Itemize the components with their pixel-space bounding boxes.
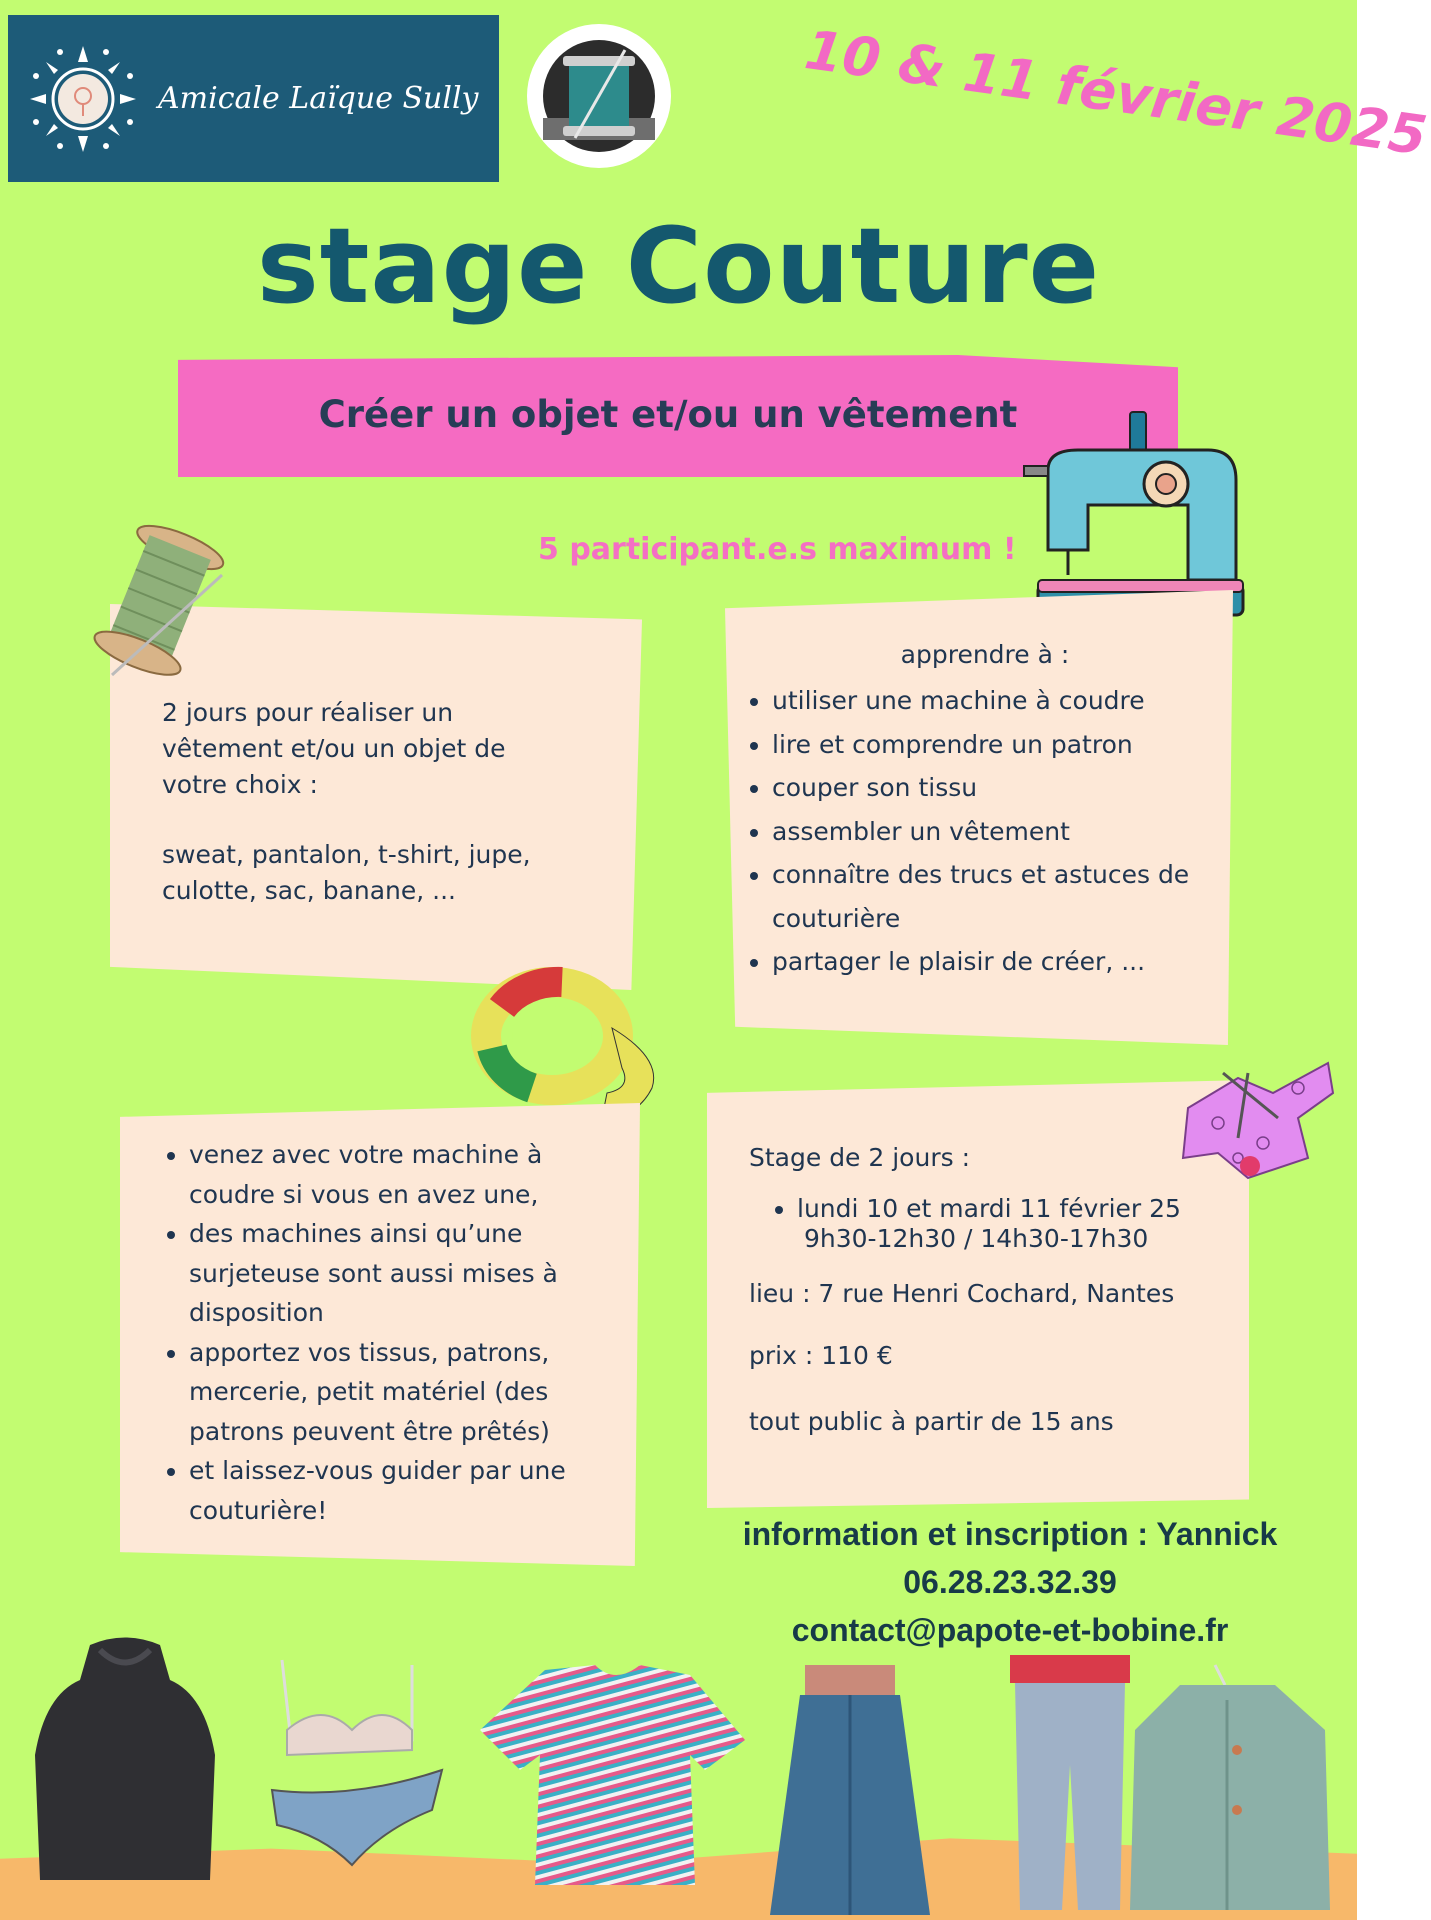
denim-skirt-photo	[760, 1665, 940, 1915]
practical-item: • des machines ainsi qu’une surjeteuse sont aussi mises à disposition	[189, 1214, 602, 1333]
sun-icon	[28, 44, 138, 154]
thread-spool-logo-icon	[525, 20, 673, 172]
fabric-scissors-icon	[1178, 1048, 1338, 1183]
card-overview-text	[162, 695, 612, 909]
jacket-photo	[1125, 1660, 1335, 1915]
banner-text: Créer un objet et/ou un vêtement	[318, 393, 1018, 436]
schedule-day: lundi 10 et mardi 11 février 25	[797, 1194, 1181, 1223]
schedule-time: 9h30-12h30 / 14h30-17h30	[804, 1224, 1149, 1253]
learn-item: • utiliser une machine à coudre	[772, 679, 1225, 723]
overview-line: 2 jours pour réaliser un	[162, 698, 454, 727]
learn-heading: apprendre à :	[900, 640, 1070, 669]
event-date: 10 & 11 février 2025	[801, 18, 1431, 168]
trousers-photo	[1000, 1655, 1140, 1915]
overview-line: votre choix :	[162, 770, 318, 799]
overview-line: vêtement et/ou un objet de	[162, 734, 506, 763]
practical-item: • et laissez-vous guider par une couturière!	[189, 1451, 602, 1530]
practical-item: • apportez vos tissus, patrons, mercerie, petit matériel (des patrons peuvent être prêtés)	[189, 1333, 602, 1452]
card-info-text	[749, 1140, 1239, 1440]
learn-list	[745, 679, 1225, 984]
contact-email[interactable]: contact@papote-et-bobine.fr	[791, 1612, 1229, 1648]
learn-item: • couper son tissu	[772, 766, 1225, 810]
page-title: stage Couture	[256, 205, 1101, 327]
examples-line: culotte, sac, banane, ...	[162, 876, 457, 905]
hoodie-photo	[30, 1635, 220, 1885]
info-heading: Stage de 2 jours :	[749, 1143, 970, 1172]
examples-line: sweat, pantalon, t-shirt, jupe,	[162, 840, 531, 869]
contact-block	[690, 1510, 1330, 1654]
card-learn-text	[745, 637, 1225, 984]
schedule-item	[797, 1194, 1239, 1254]
learn-item: • connaître des trucs et astuces de couturière	[772, 853, 1225, 940]
info-lieu: lieu : 7 rue Henri Cochard, Nantes	[749, 1279, 1175, 1308]
amicale-logo	[8, 15, 499, 182]
amicale-logo-text: Amicale Laïque Sully	[158, 81, 479, 116]
learn-item: • assembler un vêtement	[772, 810, 1225, 854]
contact-line: information et inscription : Yannick	[742, 1516, 1278, 1552]
learn-item: • partager le plaisir de créer, ...	[772, 940, 1225, 984]
papote-bobine-logo	[525, 20, 673, 172]
practical-item: • venez avec votre machine à coudre si vous en avez une,	[189, 1135, 602, 1214]
learn-item: • lire et comprendre un patron	[772, 723, 1225, 767]
lingerie-photo	[262, 1640, 452, 1880]
card-practical-text	[162, 1135, 602, 1530]
participants-note: 5 participant.e.s maximum !	[538, 532, 1017, 567]
info-prix: prix : 110 €	[749, 1341, 893, 1370]
contact-phone[interactable]: 06.28.23.32.39	[903, 1564, 1117, 1600]
thread-spool-icon	[82, 525, 232, 685]
practical-list	[162, 1135, 602, 1530]
info-public: tout public à partir de 15 ans	[749, 1407, 1114, 1436]
schedule-list	[749, 1194, 1239, 1254]
measuring-tape-icon	[472, 968, 672, 1128]
striped-tshirt-photo	[475, 1660, 750, 1890]
